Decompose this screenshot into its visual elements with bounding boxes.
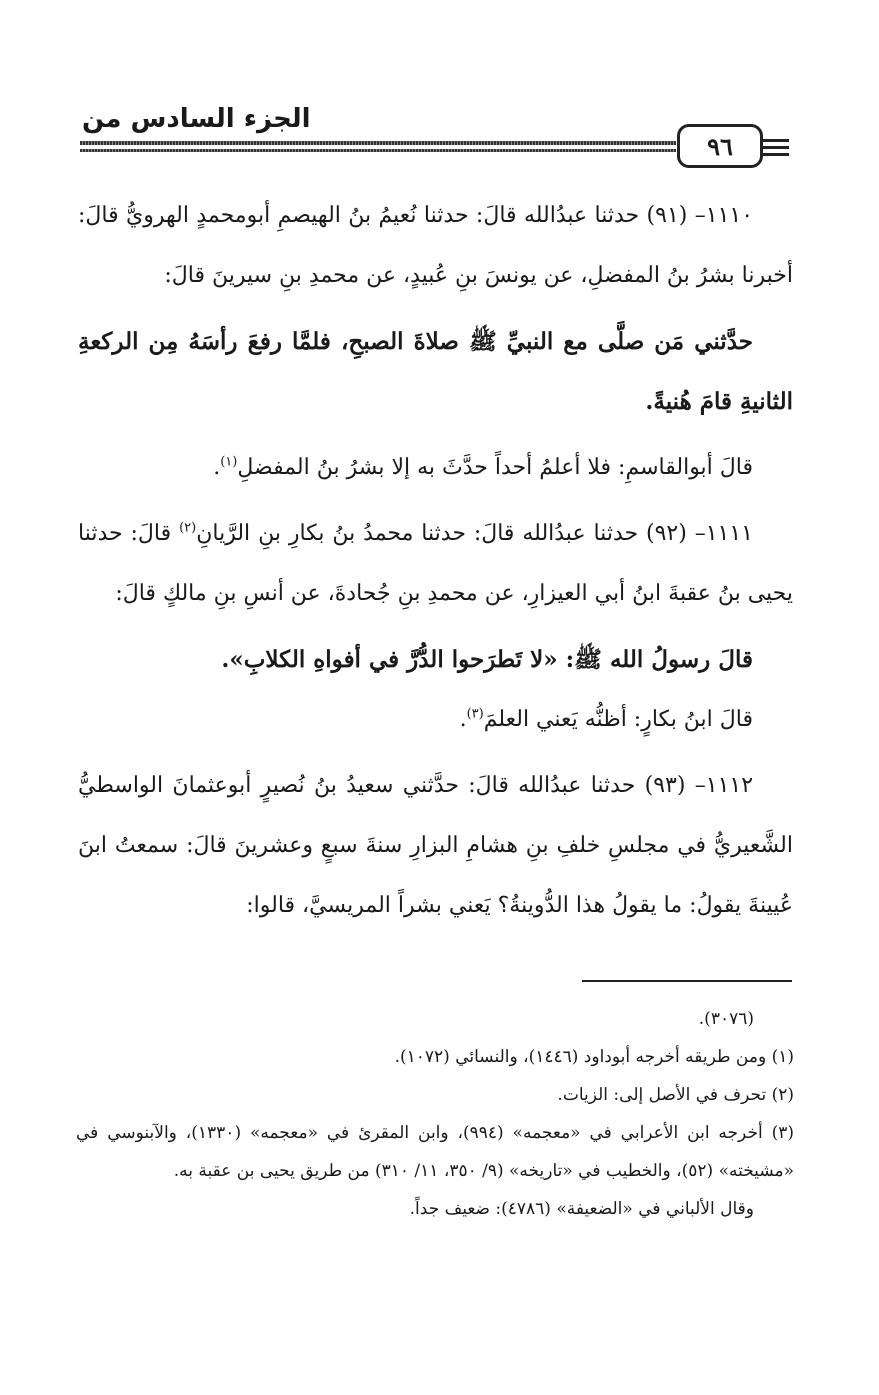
hadith-1110-isnad: ١١١٠– (٩١) حدثنا عبدُالله قالَ: حدثنا نُعيمُ بنُ الهيصمِ أبومحمدٍ الهرويُّ قالَ: أخبرنا بشرُ بنُ المفضلِ، عن يونسَ بنِ عُبيدٍ، عن محمدِ بنِ سيرينَ قالَ: [78, 203, 793, 288]
header-rule [80, 141, 676, 145]
footnote-ref-3[interactable]: (٣) [466, 706, 484, 722]
footnote-3: (٣) أخرجه ابن الأعرابي في «معجمه» (٩٩٤)، وابن المقرئ في «معجمه» (١٣٣٠)، والآبنوسي في «مشيخته» (٥٢)، والخطيب في «تاريخه» (٩/ ٣٥٠، ١١/ ٣١٠) من طريق يحيى بن عقبة به. [76, 1123, 794, 1181]
page-number-ornament-line [763, 153, 789, 156]
comment-text: قالَ أبوالقاسمِ: فلا أعلمُ أحداً حدَّثَ به إلا بشرُ بنُ المفضلِ [237, 455, 753, 480]
page-number-ornament-line [763, 146, 789, 149]
page-number-ornament-line [763, 139, 789, 142]
hadith-1110-comment: قالَ أبوالقاسمِ: فلا أعلمُ أحداً حدَّثَ به إلا بشرُ بنُ المفضلِ$^{(١)}$. [213, 454, 753, 480]
footnote-1: (١) ومن طريقه أخرجه أبوداود (١٤٤٦)، والنسائي (١٠٧٢). [394, 1047, 794, 1067]
hadith-1111-isnad [78, 504, 793, 624]
hadith-1110-matn: حدَّثني مَن صلَّى مع النبيِّ ﷺ صلاةَ الصبحِ، فلمَّا رفعَ رأسَهُ مِن الركعةِ الثانيةِ قامَ هُنيةً. [78, 328, 793, 415]
running-title: الجزء السادس من [82, 104, 311, 134]
footnote-3-continuation: وقال الألباني في «الضعيفة» (٤٧٨٦): ضعيف جداً. [409, 1199, 754, 1219]
footnotes [76, 1000, 794, 1228]
footnote-2: (٢) تحرف في الأصل إلى: الزيات. [557, 1085, 794, 1105]
header-rule-secondary [80, 149, 676, 152]
main-text [78, 186, 793, 936]
comment-text: قالَ ابنُ بكارٍ: أظنُّه يَعني العلمَ [483, 707, 753, 732]
hadith-1111-comment: قالَ ابنُ بكارٍ: أظنُّه يَعني العلمَ$^{(٣)}$. [459, 706, 753, 732]
page-number: ٩٦ [677, 124, 763, 168]
hadith-1111-matn: قالَ رسولُ الله ﷺ: «لا تَطرَحوا الدُّرَّ في أفواهِ الكلابِ». [221, 646, 753, 673]
footnote-continuation: (٣٠٧٦). [698, 1009, 754, 1029]
footnote-ref-1[interactable]: (١) [220, 454, 238, 470]
footnote-separator [582, 980, 792, 982]
isnad-continuation: قالَ: حدثنا يحيى بنُ عقبةَ ابنُ أبي العيزارِ، عن محمدِ بنِ جُحادةَ، عن أنسِ بنِ مالكٍ قالَ: [78, 521, 793, 606]
hadith-1112-isnad: ١١١٢– (٩٣) حدثنا عبدُالله قالَ: حدَّثني سعيدُ بنُ نُصيرٍ أبوعثمانَ الواسطيُّ الشَّعيريُّ في مجلسِ خلفِ بنِ هشامِ البزارِ سنةَ سبعٍ وعشرينَ قالَ: سمعتُ ابنَ عُيينةَ يقولُ: ما يقولُ هذا الدُّوينةُ؟ يَعني بشراً المريسيَّ، قالوا: [78, 773, 793, 918]
isnad-text: ١١١١– (٩٢) حدثنا عبدُالله قالَ: حدثنا محمدُ بنُ بكارِ بنِ الرَّيانِ [196, 521, 753, 546]
footnote-ref-2[interactable]: (٢) [179, 520, 197, 536]
